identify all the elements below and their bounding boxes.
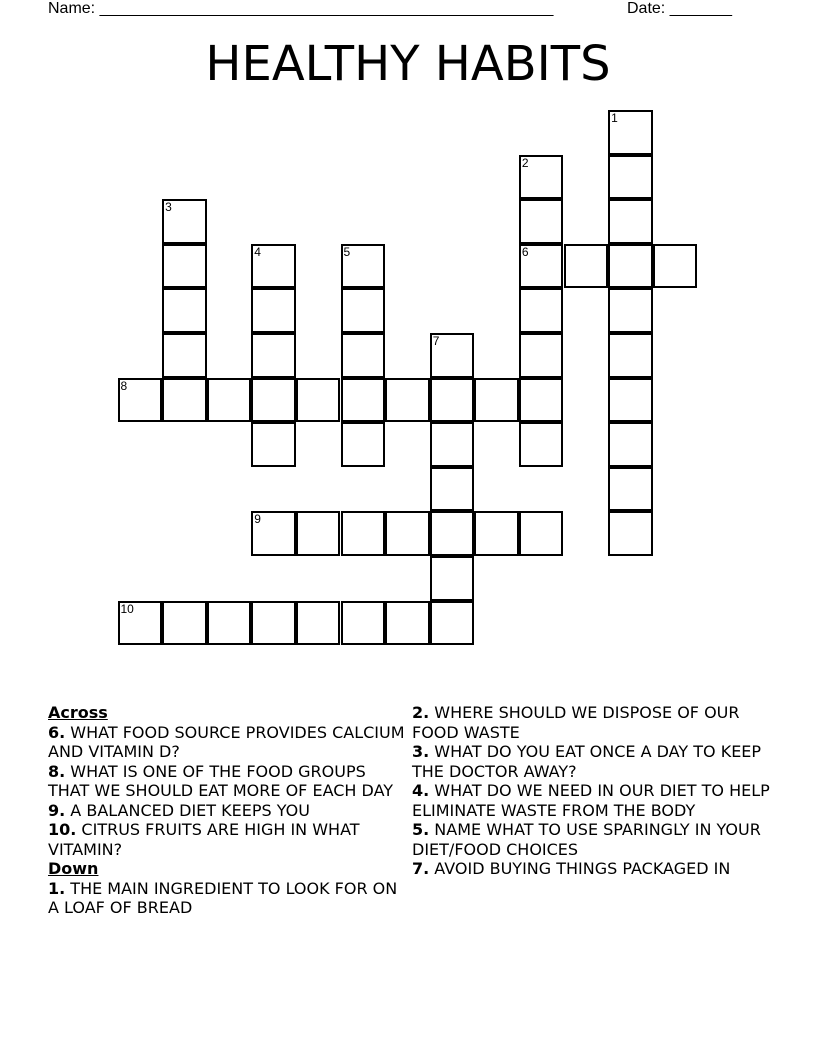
down-heading: Down: [48, 859, 99, 878]
clue-number: 3: [165, 200, 172, 215]
crossword-cell[interactable]: [341, 333, 386, 378]
crossword-cell[interactable]: [341, 288, 386, 333]
crossword-cell[interactable]: [474, 378, 519, 423]
crossword-cell[interactable]: [162, 378, 207, 423]
clue-text: A BALANCED DIET KEEPS YOU: [65, 800, 310, 820]
down-clue: [412, 742, 782, 781]
across-clue: [48, 801, 408, 821]
crossword-cell[interactable]: [608, 199, 653, 244]
clue-text: CITRUS FRUITS ARE HIGH IN WHAT VITAMIN?: [48, 820, 360, 859]
down-clue-list-part-2: [412, 703, 782, 879]
crossword-cell[interactable]: [608, 155, 653, 200]
name-field[interactable]: Name: ___________________________________________________: [48, 0, 554, 17]
clue-text: WHERE SHOULD WE DISPOSE OF OUR FOOD WASTE: [412, 703, 740, 742]
crossword-cell[interactable]: [162, 288, 207, 333]
clue-number: 5: [343, 244, 351, 259]
clue-number: 6: [521, 244, 529, 259]
clue-number: 8: [120, 378, 128, 393]
crossword-cell[interactable]: [207, 601, 252, 646]
crossword-cell[interactable]: [341, 511, 386, 556]
clue-number: 2.: [412, 703, 430, 722]
crossword-cell[interactable]: [251, 511, 296, 556]
clue-text: WHAT FOOD SOURCE PROVIDES CALCIUM AND VITAMIN D?: [48, 722, 405, 761]
crossword-cell[interactable]: [251, 244, 296, 289]
page-title: HEALTHY HABITS: [205, 36, 611, 92]
clue-number: 3.: [412, 742, 430, 761]
across-clue-list: [48, 723, 408, 860]
clue-number: 8.: [48, 761, 66, 781]
crossword-cell[interactable]: [519, 155, 564, 200]
date-field[interactable]: Date: _______: [627, 0, 732, 17]
crossword-cell[interactable]: [430, 601, 475, 646]
crossword-cell[interactable]: [608, 288, 653, 333]
crossword-cell[interactable]: [251, 601, 296, 646]
crossword-cell[interactable]: [162, 601, 207, 646]
crossword-cell[interactable]: [251, 378, 296, 423]
crossword-cell[interactable]: [430, 511, 475, 556]
clue-number: 5.: [412, 820, 430, 839]
down-clue-list-part-1: [48, 879, 408, 918]
crossword-cell[interactable]: [519, 244, 564, 289]
crossword-cell[interactable]: [207, 378, 252, 423]
clues-left-column: [48, 703, 408, 918]
clue-number: 7: [432, 334, 440, 348]
clue-text: WHAT IS ONE OF THE FOOD GROUPS THAT WE SHOULD EAT MORE OF EACH DAY: [48, 761, 394, 800]
clue-number: 4.: [412, 781, 430, 800]
crossword-cell[interactable]: [118, 601, 163, 646]
crossword-cell[interactable]: [653, 244, 698, 289]
clue-number: 1.: [48, 878, 66, 898]
clue-text: THE MAIN INGREDIENT TO LOOK FOR ON A LOAF OF BREAD: [48, 878, 398, 917]
down-clue: [412, 859, 782, 879]
crossword-cell[interactable]: [341, 244, 386, 289]
crossword-cell[interactable]: [608, 422, 653, 467]
crossword-cell[interactable]: [341, 601, 386, 646]
crossword-cell[interactable]: [385, 511, 430, 556]
clue-text: AVOID BUYING THINGS PACKAGED IN: [429, 859, 731, 878]
crossword-cell[interactable]: [385, 601, 430, 646]
crossword-cell[interactable]: [251, 288, 296, 333]
crossword-cell[interactable]: [430, 467, 475, 512]
crossword-cell[interactable]: [564, 244, 609, 289]
crossword-cell[interactable]: [608, 467, 653, 512]
clue-number: 2: [521, 155, 529, 170]
across-heading: Across: [48, 703, 108, 722]
across-clue: [48, 762, 408, 801]
clues-right-column: [412, 703, 782, 879]
down-clue: [412, 703, 782, 742]
crossword-cell[interactable]: [430, 422, 475, 467]
down-clue: [48, 879, 408, 918]
across-clue: [48, 820, 408, 859]
crossword-cell[interactable]: [162, 244, 207, 289]
crossword-cell[interactable]: [430, 556, 475, 601]
crossword-cell[interactable]: [251, 333, 296, 378]
crossword-cell[interactable]: [519, 288, 564, 333]
crossword-cell[interactable]: [519, 199, 564, 244]
crossword-cell[interactable]: [162, 333, 207, 378]
clue-number: 7.: [412, 859, 430, 878]
clue-number: 9: [254, 512, 261, 527]
crossword-cell[interactable]: [608, 333, 653, 378]
crossword-cell[interactable]: [608, 511, 653, 556]
crossword-cell[interactable]: [341, 378, 386, 423]
crossword-cell[interactable]: [608, 244, 653, 289]
crossword-cell[interactable]: [162, 199, 207, 244]
crossword-cell[interactable]: [341, 422, 386, 467]
clue-text: WHAT DO YOU EAT ONCE A DAY TO KEEP THE DOCTOR AWAY?: [412, 742, 762, 781]
crossword-cell[interactable]: [296, 511, 341, 556]
crossword-cell[interactable]: [474, 511, 519, 556]
crossword-cell[interactable]: [519, 378, 564, 423]
down-clue: [412, 781, 782, 820]
clue-text: NAME WHAT TO USE SPARINGLY IN YOUR DIET/FOOD CHOICES: [412, 820, 761, 859]
clue-number: 10: [120, 601, 134, 616]
across-clue: [48, 723, 408, 762]
crossword-cell[interactable]: [519, 333, 564, 378]
clue-number: 9.: [48, 800, 66, 820]
crossword-cell[interactable]: [118, 378, 163, 423]
crossword-cell[interactable]: [385, 378, 430, 423]
clue-number: 10.: [48, 820, 77, 839]
clue-number: 4: [254, 244, 261, 259]
crossword-cell[interactable]: [296, 601, 341, 646]
crossword-cell[interactable]: [608, 110, 653, 155]
crossword-cell[interactable]: [430, 378, 475, 423]
crossword-cell[interactable]: [519, 422, 564, 467]
clue-number: 6.: [48, 722, 66, 742]
down-clue: [412, 820, 782, 859]
crossword-cell[interactable]: [296, 378, 341, 423]
crossword-cell[interactable]: [608, 378, 653, 423]
clue-text: WHAT DO WE NEED IN OUR DIET TO HELP ELIMINATE WASTE FROM THE BODY: [412, 781, 770, 820]
crossword-cell[interactable]: [519, 511, 564, 556]
clue-number: 1: [611, 111, 618, 125]
crossword-cell[interactable]: [430, 333, 475, 378]
crossword-cell[interactable]: [251, 422, 296, 467]
